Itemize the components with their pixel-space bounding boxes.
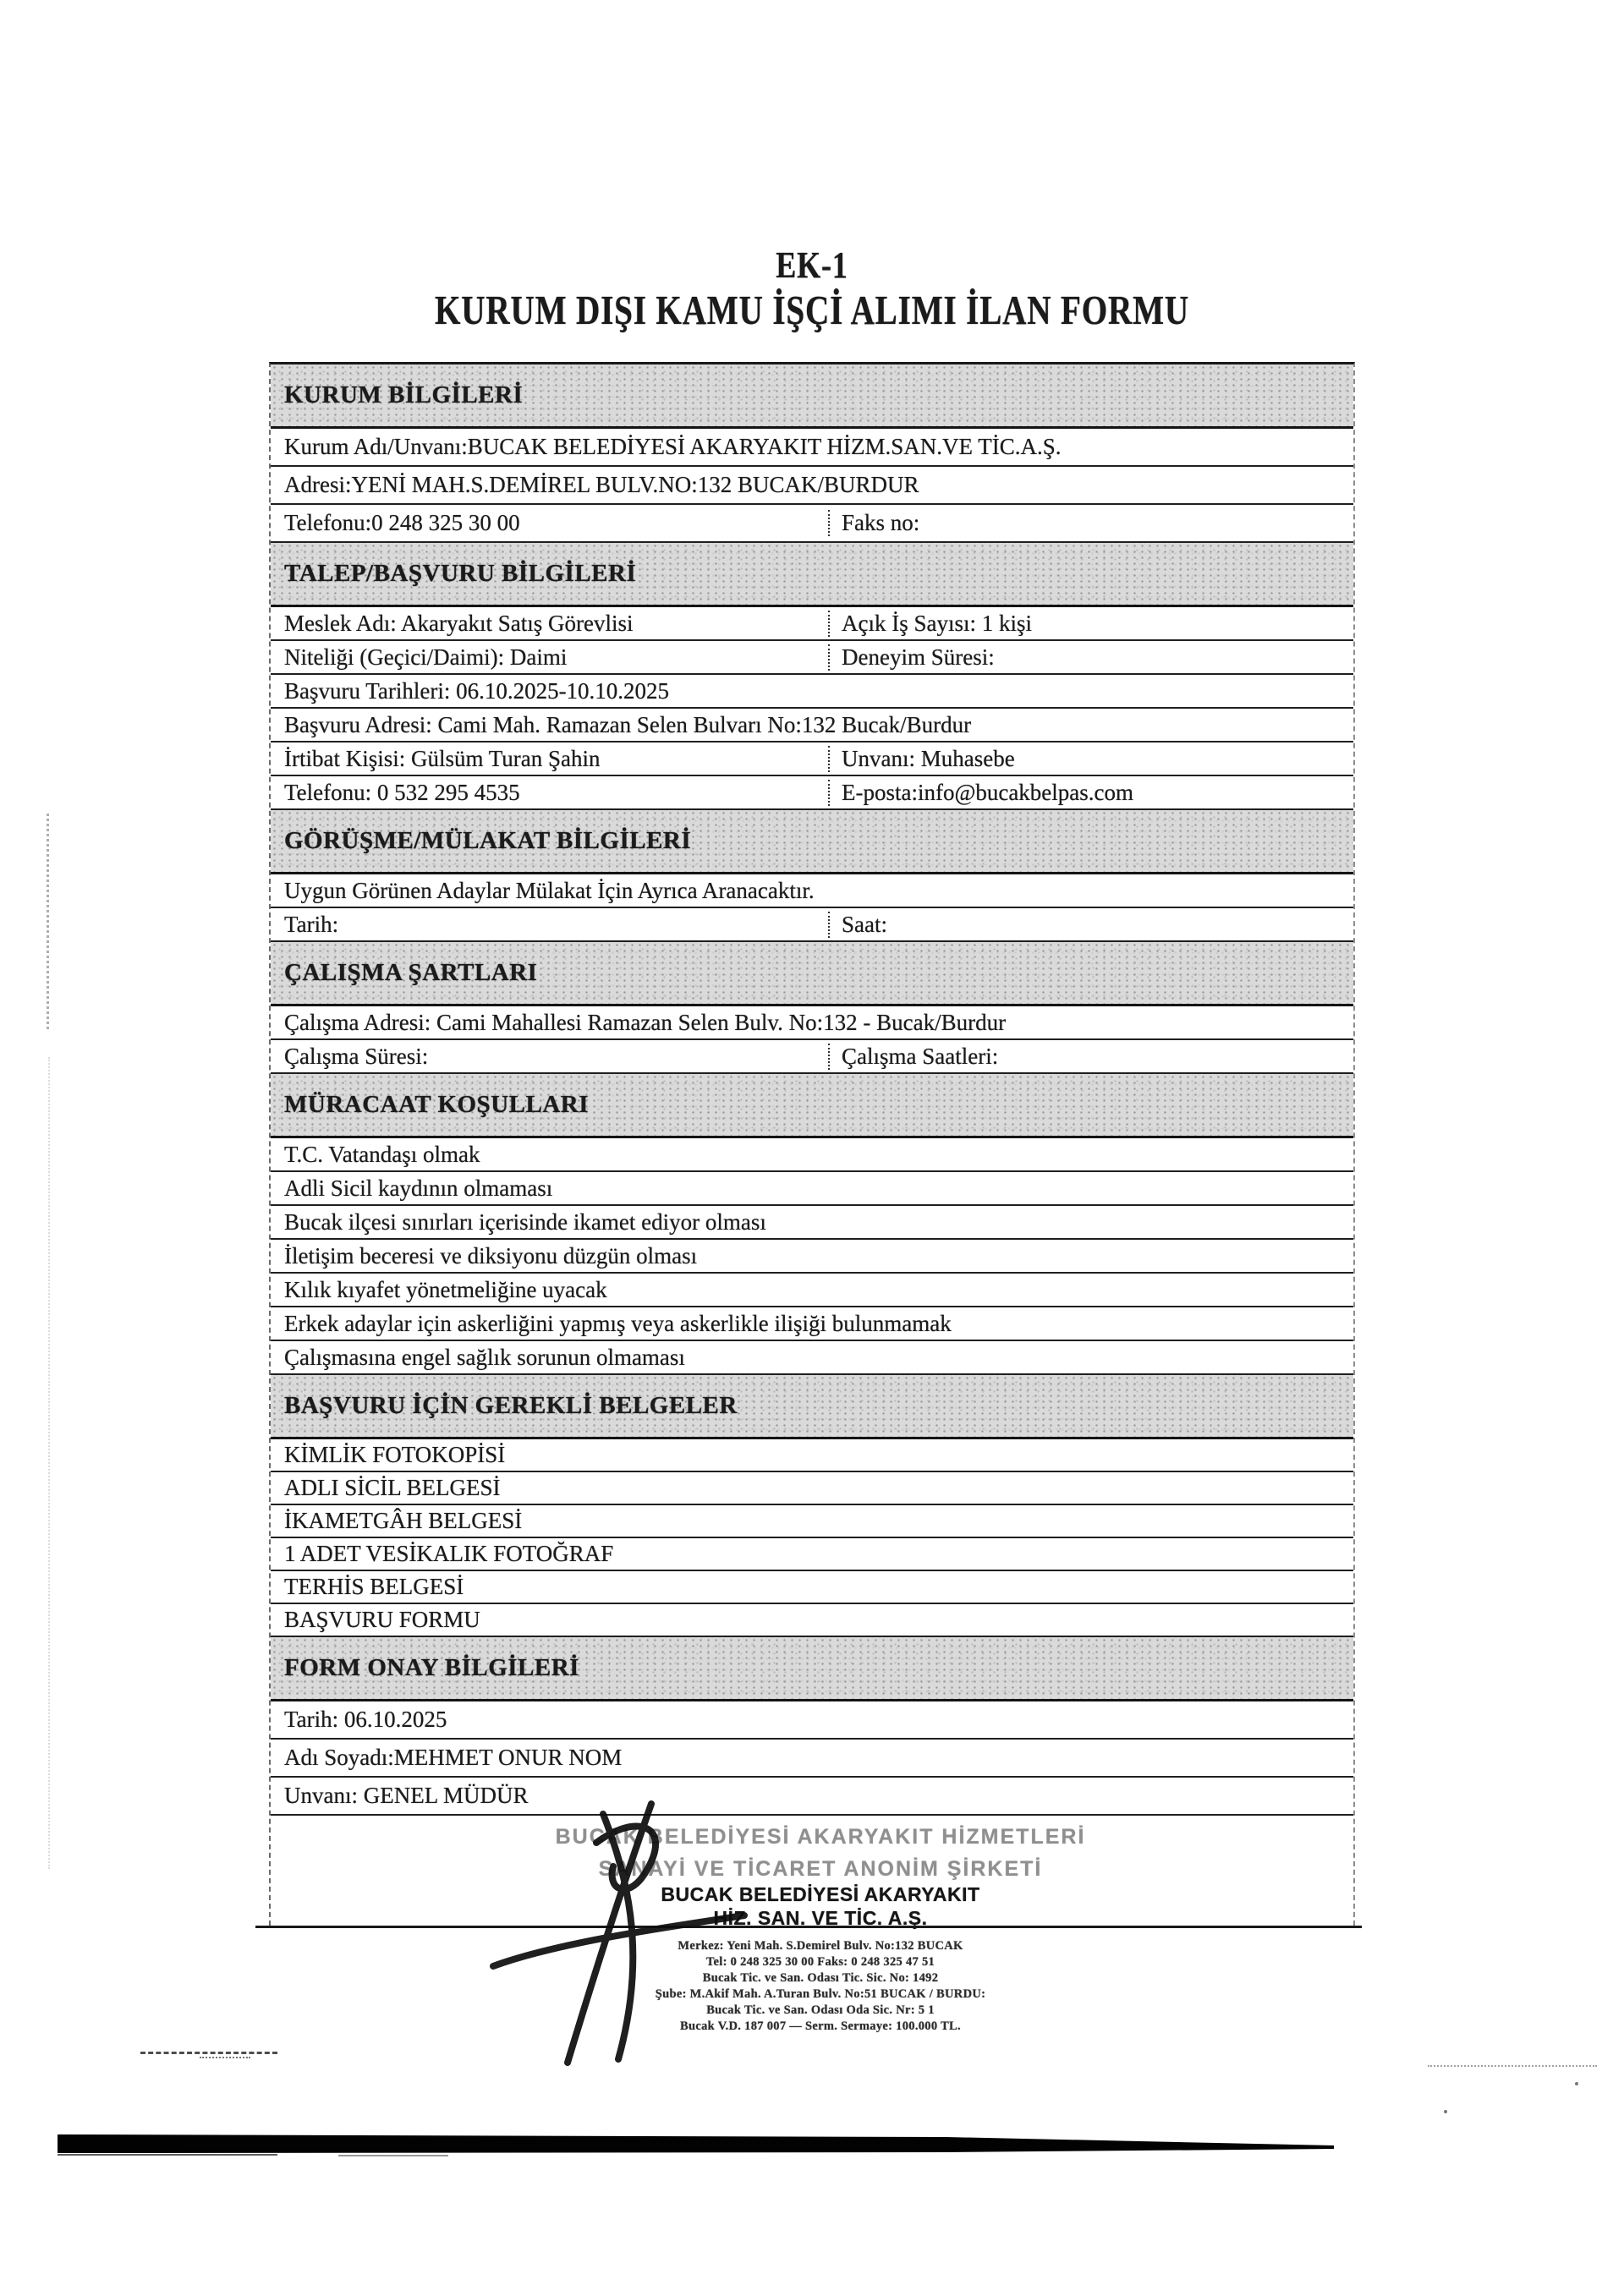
stamp-detail-line: Şube: M.Akif Mah. A.Turan Bulv. No:51 BUCAK / BURDU: bbox=[655, 1987, 986, 2001]
section-header-muracaat-kosullari bbox=[271, 1074, 1353, 1138]
table-row bbox=[271, 1307, 1353, 1341]
table-row bbox=[271, 1240, 1353, 1274]
table-row bbox=[271, 607, 1353, 641]
scan-artifact-dashes-bottom-left bbox=[140, 2052, 277, 2054]
condition-item: İletişim beceresi ve diksiyonu düzgün olması bbox=[284, 1242, 698, 1269]
stamp-line1: BUCAK BELEDİYESİ AKARYAKIT bbox=[661, 1883, 980, 1905]
scan-artifact-left-margin-dots-faint bbox=[48, 1057, 50, 1869]
section-header-gorusme-mulakat bbox=[271, 810, 1353, 874]
page-title: KURUM DIŞI KAMU İŞÇİ ALIMI İLAN FORMU bbox=[434, 287, 1190, 333]
field-onay-adi-soyadi: Adı Soyadı:MEHMET ONUR NOM bbox=[284, 1745, 623, 1770]
field-meslek-adi: Meslek Adı: Akaryakıt Satış Görevlisi bbox=[284, 610, 634, 636]
field-basvuru-tarihleri: Başvuru Tarihleri: 06.10.2025-10.10.2025 bbox=[284, 677, 670, 704]
section-header-label: GÖRÜŞME/MÜLAKAT BİLGİLERİ bbox=[284, 827, 692, 854]
condition-item: T.C. Vatandaşı olmak bbox=[284, 1141, 480, 1167]
stamp-line2: HİZ. SAN. VE TİC. A.Ş. bbox=[713, 1907, 928, 1929]
field-telefonu: Telefonu:0 248 325 30 00 bbox=[284, 510, 520, 535]
field-unvani: Unvanı: Muhasebe bbox=[828, 746, 1353, 772]
table-row bbox=[271, 1006, 1353, 1040]
table-row bbox=[271, 1604, 1353, 1637]
section-header-form-onay bbox=[271, 1637, 1353, 1701]
scan-artifact-speck bbox=[1444, 2110, 1447, 2113]
section-header-talep-basvuru bbox=[271, 543, 1353, 607]
field-onay-unvani: Unvanı: GENEL MÜDÜR bbox=[284, 1783, 529, 1808]
table-row bbox=[271, 1439, 1353, 1472]
field-adresi: Adresi:YENİ MAH.S.DEMİREL BULV.NO:132 BUCAK/BURDUR bbox=[284, 472, 919, 497]
table-row bbox=[271, 1740, 1353, 1778]
condition-item: Bucak ilçesi sınırları içerisinde ikamet ediyor olması bbox=[284, 1208, 766, 1235]
field-niteligi: Niteliği (Geçici/Daimi): Daimi bbox=[284, 644, 568, 670]
stamp-detail-line: Bucak V.D. 187 007 — Serm. Sermaye: 100.000 TL. bbox=[680, 2019, 961, 2033]
stamp-detail-line: Bucak Tic. ve San. Odası Tic. Sic. No: 1492 bbox=[702, 1971, 939, 1985]
field-acik-is-sayisi: Açık İş Sayısı: 1 kişi bbox=[828, 611, 1353, 637]
table-row bbox=[271, 1472, 1353, 1505]
section-header-kurum-bilgileri bbox=[271, 364, 1353, 429]
field-calisma-adresi: Çalışma Adresi: Cami Mahallesi Ramazan Selen Bulv. No:132 - Bucak/Burdur bbox=[284, 1009, 1007, 1035]
scan-artifact-dashes-bottom-right bbox=[1428, 2065, 1597, 2067]
field-calisma-suresi: Çalışma Süresi: bbox=[284, 1043, 429, 1069]
document-item: 1 ADET VESİKALIK FOTOĞRAF bbox=[284, 1541, 614, 1566]
stamp-detail-line: Merkez: Yeni Mah. S.Demirel Bulv. No:132 BUCAK bbox=[678, 1939, 963, 1953]
scan-artifact-left-margin-dots bbox=[47, 814, 49, 1029]
table-row bbox=[271, 1138, 1353, 1172]
scan-artifact-dashes-bottom-left-2 bbox=[200, 2057, 250, 2058]
table-row bbox=[271, 505, 1353, 543]
table-row bbox=[271, 1341, 1353, 1375]
table-row bbox=[271, 641, 1353, 675]
document-item: ADLI SİCİL BELGESİ bbox=[284, 1475, 501, 1500]
scan-artifact-black-bar bbox=[0, 2126, 1624, 2163]
table-row bbox=[271, 1538, 1353, 1571]
scan-artifact-speck bbox=[1575, 2082, 1578, 2085]
signature-scribble bbox=[469, 1789, 825, 2072]
section-header-label: ÇALIŞMA ŞARTLARI bbox=[284, 959, 538, 986]
condition-item: Kılık kıyafet yönetmeliğine uyacak bbox=[284, 1276, 607, 1302]
table-row bbox=[271, 1505, 1353, 1538]
stamp-detail-line: Bucak Tic. ve San. Odası Oda Sic. Nr: 5 1 bbox=[706, 2003, 935, 2017]
section-header-label: MÜRACAAT KOŞULLARI bbox=[284, 1091, 589, 1118]
field-deneyim-suresi: Deneyim Süresi: bbox=[828, 644, 1353, 671]
form-table bbox=[269, 362, 1355, 1926]
field-tarih: Tarih: bbox=[284, 911, 339, 937]
section-header-label: FORM ONAY BİLGİLERİ bbox=[284, 1654, 579, 1681]
section-header-label: TALEP/BAŞVURU BİLGİLERİ bbox=[284, 560, 637, 587]
condition-item: Erkek adaylar için askerliğini yapmış veya askerlikle ilişiği bulunmamak bbox=[284, 1310, 952, 1336]
table-row bbox=[271, 743, 1353, 776]
table-row bbox=[271, 1274, 1353, 1307]
table-row bbox=[271, 1571, 1353, 1604]
table-row bbox=[271, 429, 1353, 467]
field-saat: Saat: bbox=[828, 912, 1353, 938]
section-header-gerekli-belgeler bbox=[271, 1375, 1353, 1439]
field-mulakat-notu: Uygun Görünen Adaylar Mülakat İçin Ayrıca Aranacaktır. bbox=[284, 877, 815, 903]
table-row bbox=[271, 1172, 1353, 1206]
company-name-line1: BUCAK BELEDİYESİ AKARYAKIT HİZMETLERİ bbox=[555, 1825, 1086, 1849]
table-row bbox=[271, 1701, 1353, 1740]
field-eposta: E-posta:info@bucakbelpas.com bbox=[828, 780, 1353, 806]
field-telefonu-2: Telefonu: 0 532 295 4535 bbox=[284, 779, 520, 805]
document-item: KİMLİK FOTOKOPİSİ bbox=[284, 1442, 506, 1467]
table-row bbox=[271, 1040, 1353, 1074]
field-onay-tarih: Tarih: 06.10.2025 bbox=[284, 1707, 447, 1732]
table-row bbox=[271, 776, 1353, 810]
document-item: BAŞVURU FORMU bbox=[284, 1607, 480, 1632]
document-item: İKAMETGÂH BELGESİ bbox=[284, 1508, 523, 1533]
table-row bbox=[271, 908, 1353, 942]
table-row bbox=[271, 675, 1353, 709]
form-annex-label: EK-1 bbox=[776, 244, 848, 286]
field-irtibat-kisisi: İrtibat Kişisi: Gülsüm Turan Şahin bbox=[284, 745, 601, 771]
table-row bbox=[271, 1206, 1353, 1240]
company-name-line2: SANAYİ VE TİCARET ANONİM ŞİRKETİ bbox=[598, 1857, 1043, 1881]
condition-item: Adli Sicil kaydının olmaması bbox=[284, 1175, 553, 1201]
section-header-calisma-sartlari bbox=[271, 942, 1353, 1006]
table-row bbox=[271, 874, 1353, 908]
field-kurum-adi: Kurum Adı/Unvanı:BUCAK BELEDİYESİ AKARYAKIT HİZM.SAN.VE TİC.A.Ş. bbox=[284, 434, 1062, 459]
table-row bbox=[271, 709, 1353, 743]
stamp-detail-line: Tel: 0 248 325 30 00 Faks: 0 248 325 47 51 bbox=[705, 1955, 935, 1969]
section-header-label: BAŞVURU İÇİN GEREKLİ BELGELER bbox=[284, 1392, 738, 1419]
section-header-label: KURUM BİLGİLERİ bbox=[284, 381, 524, 408]
document-item: TERHİS BELGESİ bbox=[284, 1574, 464, 1599]
field-calisma-saatleri: Çalışma Saatleri: bbox=[828, 1044, 1353, 1070]
condition-item: Çalışmasına engel sağlık sorunun olmaması bbox=[284, 1344, 685, 1370]
field-basvuru-adresi: Başvuru Adresi: Cami Mah. Ramazan Selen Bulvarı No:132 Bucak/Burdur bbox=[284, 711, 972, 737]
field-faks-no: Faks no: bbox=[828, 510, 1353, 536]
table-row bbox=[271, 467, 1353, 505]
